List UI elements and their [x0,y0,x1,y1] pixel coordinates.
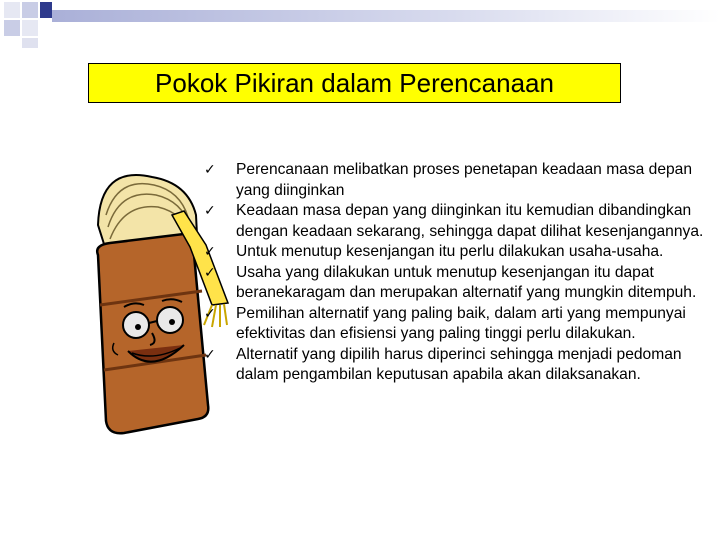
header-decoration [0,0,720,48]
decor-gradient-bar [52,10,720,22]
decor-square [40,2,52,18]
decor-square [22,38,38,48]
slide-title: Pokok Pikiran dalam Perencanaan [155,67,554,98]
list-item [202,242,712,263]
checkmark-icon: ✓ [204,305,216,322]
decor-square [4,2,20,18]
decor-square [22,20,38,36]
checkmark-icon: ✓ [204,162,216,178]
checkmark-icon: ✓ [204,264,216,281]
checkmark-icon: ✓ [204,203,216,219]
list-item [202,160,712,201]
bullet-list [202,160,712,386]
bullet-text: Usaha yang dilakukan untuk menutup kesenjangan itu dapat beranekaragam dan merupakan alternatif yang mungkin ditempuh. [236,263,697,301]
bullet-text: Alternatif yang dipilih harus diperinci sehingga menjadi pedoman dalam pengambilan keputusan apabila akan dilaksanakan. [236,345,682,383]
list-item [202,345,712,386]
bullet-text: Pemilihan alternatif yang paling baik, dalam arti yang mempunyai efektivitas dan efisiensi yang paling tinggi perlu dilakukan. [236,304,686,342]
slide-title-box [88,63,621,103]
decor-square [22,2,38,18]
decor-square [4,20,20,36]
bullet-text: Perencanaan melibatkan proses penetapan keadaan masa depan yang diinginkan [236,161,693,199]
list-item [202,201,712,242]
checkmark-icon: ✓ [204,346,216,363]
bullet-text: Keadaan masa depan yang diinginkan itu kemudian dibandingkan dengan keadaan sekarang, sehingga dapat dilihat kesenjangannya. [236,202,704,240]
list-item [202,304,712,345]
checkmark-icon: ✓ [204,244,216,260]
bullet-text: Untuk menutup kesenjangan itu perlu dilakukan usaha-usaha. [236,243,664,260]
list-item [202,263,712,304]
